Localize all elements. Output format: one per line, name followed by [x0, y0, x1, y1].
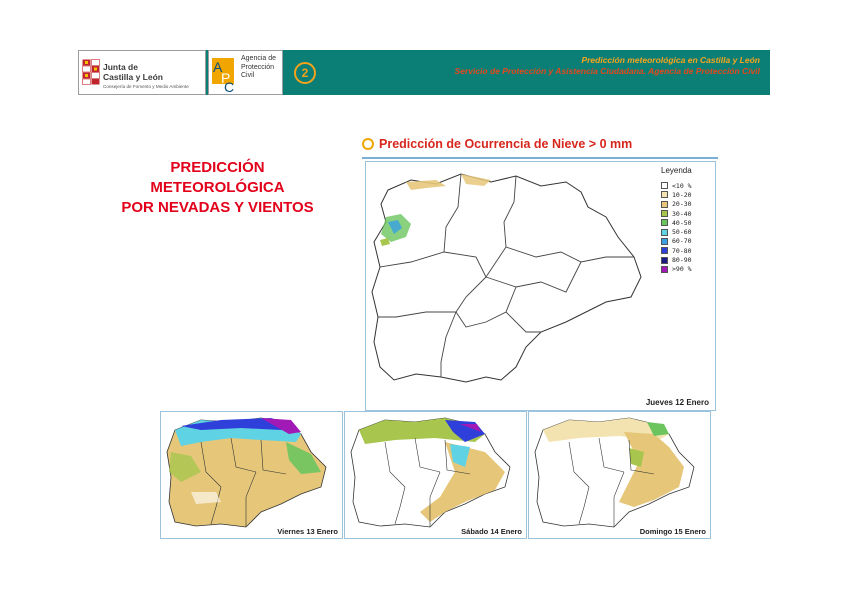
legend-swatch — [661, 238, 668, 245]
heading-divider — [362, 157, 718, 159]
svg-text:C: C — [224, 79, 235, 93]
legend-swatch — [661, 257, 668, 264]
header-subtitle: Servicio de Protección y Asistencia Ciudadana. Agencia de Protección Civil — [454, 66, 760, 76]
snow-map-viernes — [160, 411, 343, 539]
legend-item — [661, 246, 692, 255]
legend-swatch — [661, 182, 668, 189]
legend-label: 70-80 — [672, 246, 692, 255]
legend-item — [661, 227, 692, 236]
legend-item — [661, 209, 692, 218]
main-map-date: Jueves 12 Enero — [645, 398, 709, 407]
legend-item — [661, 265, 692, 274]
main-map-heading: Predicción de Ocurrencia de Nieve > 0 mm — [362, 137, 632, 151]
legend-item — [661, 255, 692, 264]
small-map-date: Domingo 15 Enero — [639, 527, 706, 536]
legend-swatch — [661, 191, 668, 198]
legend-label: 50-60 — [672, 228, 692, 237]
logo-text-line1: Junta de — [103, 62, 138, 72]
agencia-proteccion-civil-logo — [208, 50, 283, 95]
legend-label: 60-70 — [672, 237, 692, 246]
legend-label: >90 % — [672, 265, 692, 274]
small-map-date: Viernes 13 Enero — [277, 527, 338, 536]
snow-probability-map-main — [365, 161, 716, 411]
svg-text:A: A — [213, 59, 223, 75]
legend-swatch — [661, 201, 668, 208]
slide-title: PREDICCIÓN METEOROLÓGICA POR NEVADAS Y VIENTOS — [121, 159, 314, 216]
castilla-leon-map-small — [529, 412, 712, 540]
header-bar — [78, 50, 770, 95]
coat-of-arms-icon — [82, 59, 100, 85]
castilla-leon-map-small — [161, 412, 344, 540]
legend-title: Leyenda — [661, 166, 692, 175]
circle-bullet-icon — [362, 138, 374, 150]
legend-label: 10-20 — [672, 190, 692, 199]
junta-castilla-leon-logo — [78, 50, 206, 95]
small-map-date: Sábado 14 Enero — [461, 527, 522, 536]
logo-text-line3: Consejería de Fomento y Medio Ambiente — [103, 84, 189, 89]
legend-label: <10 % — [672, 181, 692, 190]
legend-item — [661, 237, 692, 246]
apc-logo-mark-icon — [210, 52, 240, 93]
svg-text:P: P — [221, 70, 231, 86]
castilla-leon-map-small — [345, 412, 528, 540]
legend-item — [661, 181, 692, 190]
apc-logo-text: Agencia de Protección Civil — [241, 55, 277, 79]
legend-item — [661, 200, 692, 209]
header-title: Predicción meteorológica en Castilla y León — [581, 55, 760, 65]
legend-label: 40-50 — [672, 218, 692, 227]
legend-item — [661, 190, 692, 199]
logo-text-line2: Castilla y León — [103, 72, 163, 82]
legend-swatch — [661, 266, 668, 273]
legend-swatch — [661, 229, 668, 236]
legend-item — [661, 218, 692, 227]
map-legend — [661, 166, 692, 274]
snow-map-sabado — [344, 411, 527, 539]
legend-swatch — [661, 210, 668, 217]
legend-swatch — [661, 219, 668, 226]
snow-map-domingo — [528, 411, 711, 539]
legend-swatch — [661, 247, 668, 254]
legend-label: 30-40 — [672, 209, 692, 218]
legend-label: 80-90 — [672, 256, 692, 265]
legend-label: 20-30 — [672, 200, 692, 209]
page-number-badge: 2 — [294, 62, 316, 84]
